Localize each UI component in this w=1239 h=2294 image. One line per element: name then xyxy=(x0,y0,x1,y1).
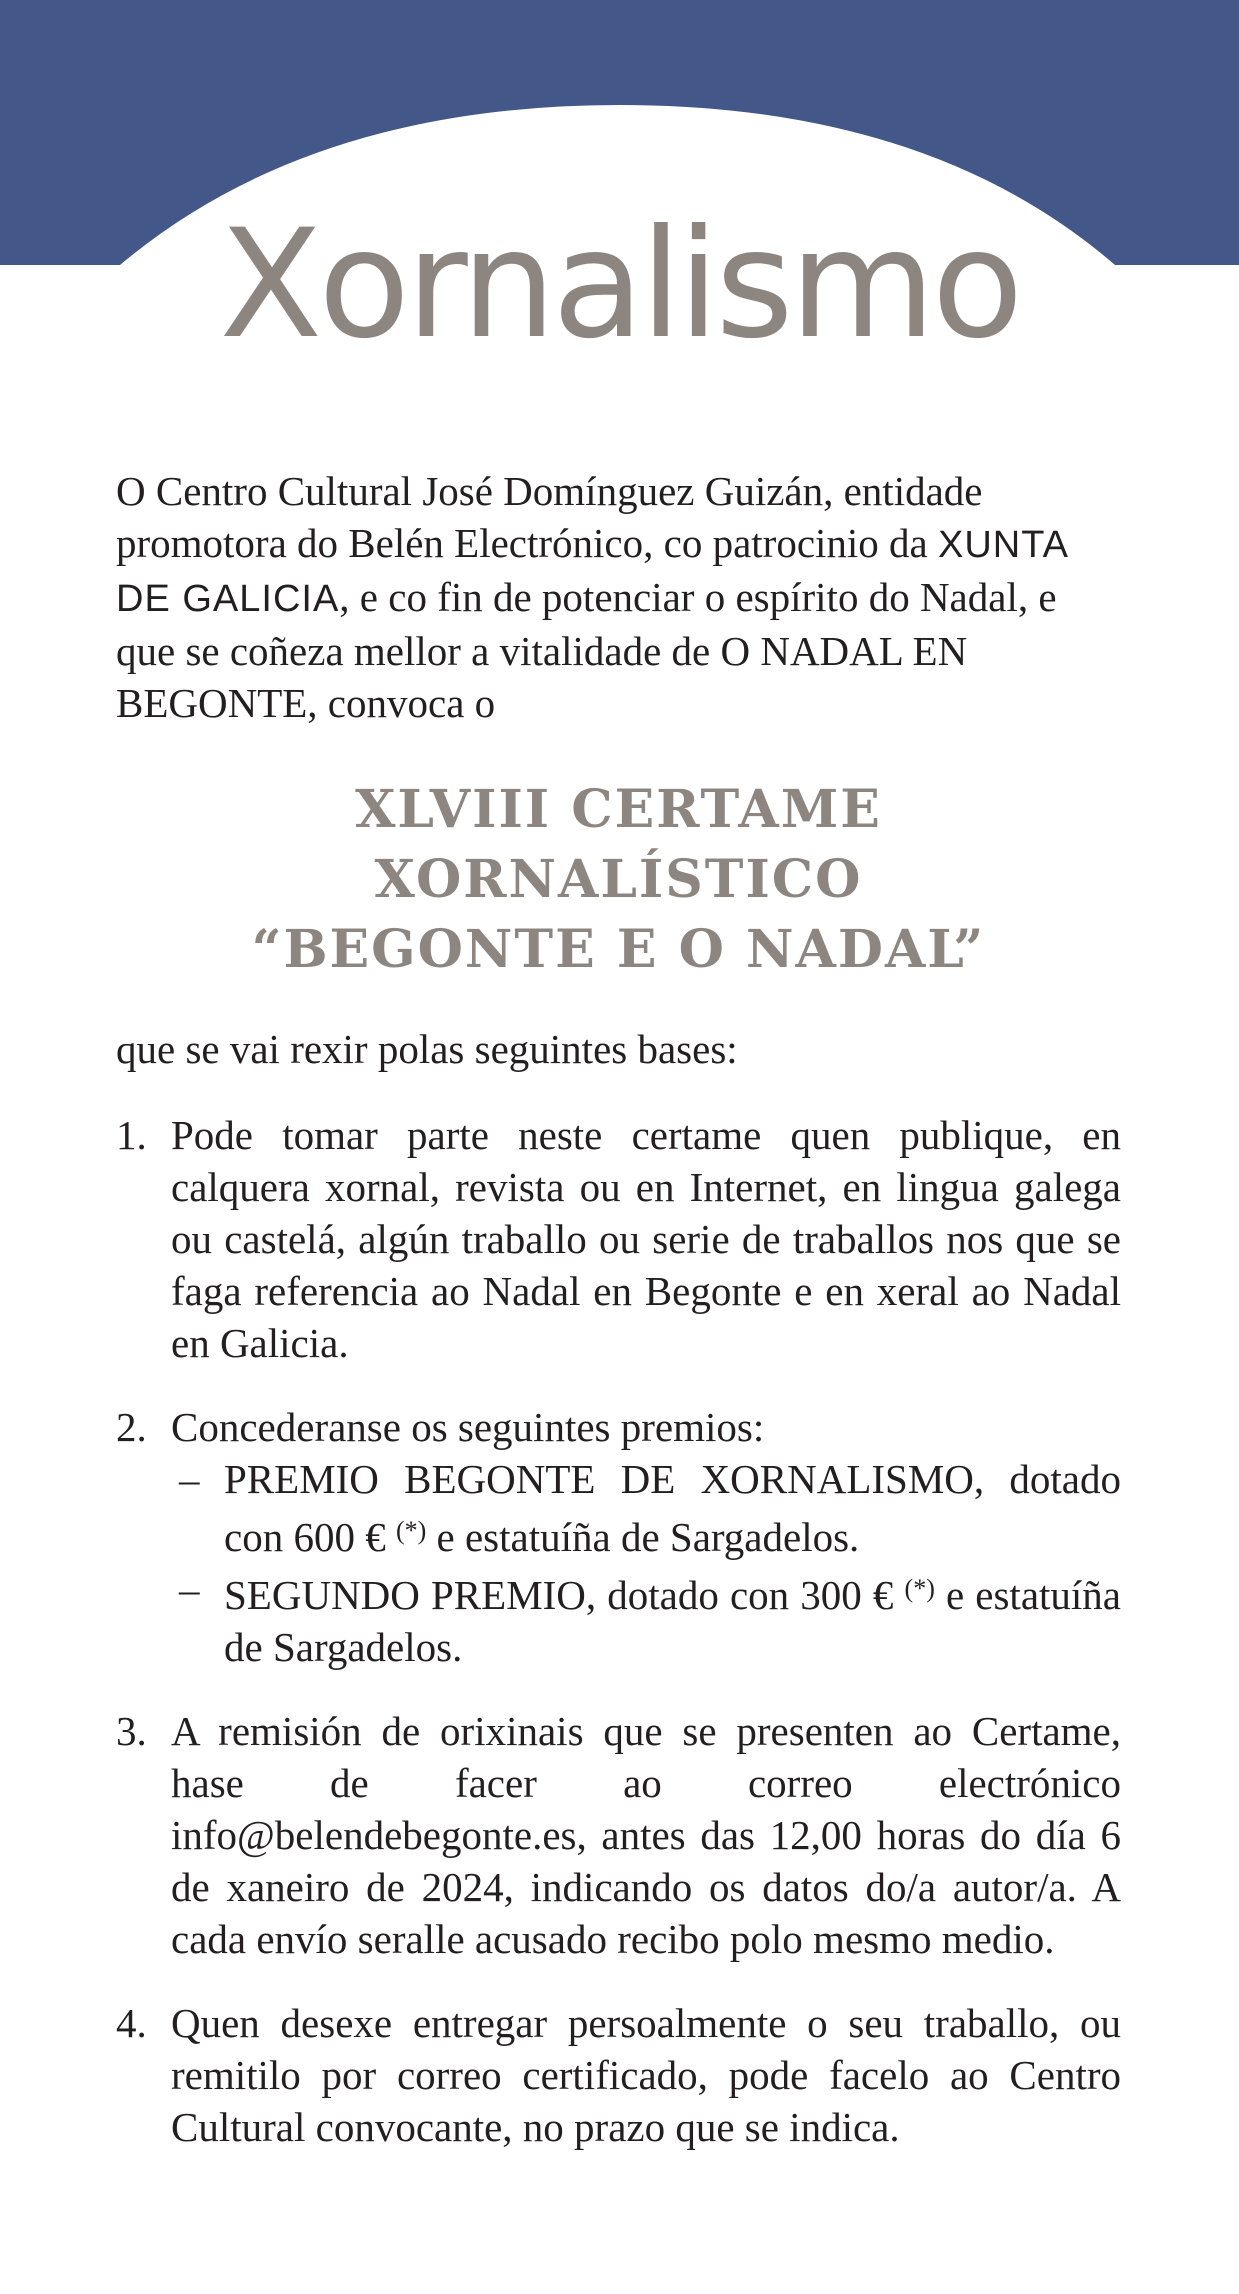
base-item-2 xyxy=(116,1401,1121,1673)
base-text: Quen desexe entregar persoalmente o seu traballo, ou remitilo por correo certificado, pode facelo ao Centro Cultural convocante, no prazo que se indica. xyxy=(171,2000,1121,2150)
base-number: 2. xyxy=(116,1404,147,1450)
base-item-1 xyxy=(116,1109,1121,1369)
prize-item-second xyxy=(171,1563,1121,1673)
base-text: Concederanse os seguintes premios: xyxy=(171,1404,765,1450)
base-text: Pode tomar parte neste certame quen publique, en calquera xornal, revista ou en Internet, en lingua galega ou castelá, algún traballo ou serie de traballos nos que se faga referencia ao Nadal en Begonte e en xeral ao Nadal en Galicia. xyxy=(171,1112,1121,1366)
base-item-3 xyxy=(116,1705,1121,1965)
title-line-1: XLVIII CERTAME XORNALÍSTICO xyxy=(355,779,882,910)
base-item-4 xyxy=(116,1997,1121,2153)
prizes-list xyxy=(171,1453,1121,1673)
prize-text: PREMIO BEGONTE DE XORNALISMO, dotado con 600 € xyxy=(224,1456,1121,1560)
prize-text: SEGUNDO PREMIO, dotado con 300 € xyxy=(224,1572,905,1618)
dash-bullet: – xyxy=(179,1566,200,1612)
footnote-mark: (*) xyxy=(395,1516,427,1545)
footnote-mark: (*) xyxy=(904,1574,935,1603)
intro-text-1: O Centro Cultural José Domínguez Guizán, entidade promotora do Belén Electrónico, co patrocinio da xyxy=(116,468,983,566)
base-number: 1. xyxy=(116,1112,147,1158)
intro-paragraph xyxy=(116,465,1121,729)
document-body xyxy=(116,465,1121,2185)
dash-bullet: – xyxy=(179,1456,200,1502)
bases-intro: que se vai rexir polas seguintes bases: xyxy=(116,1026,738,1072)
prize-text-end: e estatuíña de Sargadelos. xyxy=(426,1514,860,1560)
certame-title xyxy=(116,775,1121,985)
prize-text-end: e estatuíña de Sargadelos. xyxy=(224,1572,1122,1670)
base-number: 4. xyxy=(116,2000,147,2046)
intro-text-2: , e co fin de potenciar o espírito do Nadal, e que se coñeza mellor a vitalidade de O NADAL EN BEGONTE, convoca o xyxy=(116,574,1057,726)
logo-title: Xornalismo xyxy=(219,198,1020,372)
prize-item-first xyxy=(171,1453,1121,1563)
base-text: A remisión de orixinais que se presenten ao Certame, hase de facer ao correo electrónico info@belendebegonte.es, antes das 12,00 horas do día 6 de xaneiro de 2024, indicando os datos do/a autor/a. A cada envío seralle acusado recibo polo mesmo medio. xyxy=(171,1708,1121,1962)
base-number: 3. xyxy=(116,1708,147,1754)
bases-list xyxy=(116,1109,1121,2153)
title-line-2: “BEGONTE E O NADAL” xyxy=(251,919,986,980)
sponsor-name: XUNTA DE GALICIA xyxy=(116,524,1067,620)
